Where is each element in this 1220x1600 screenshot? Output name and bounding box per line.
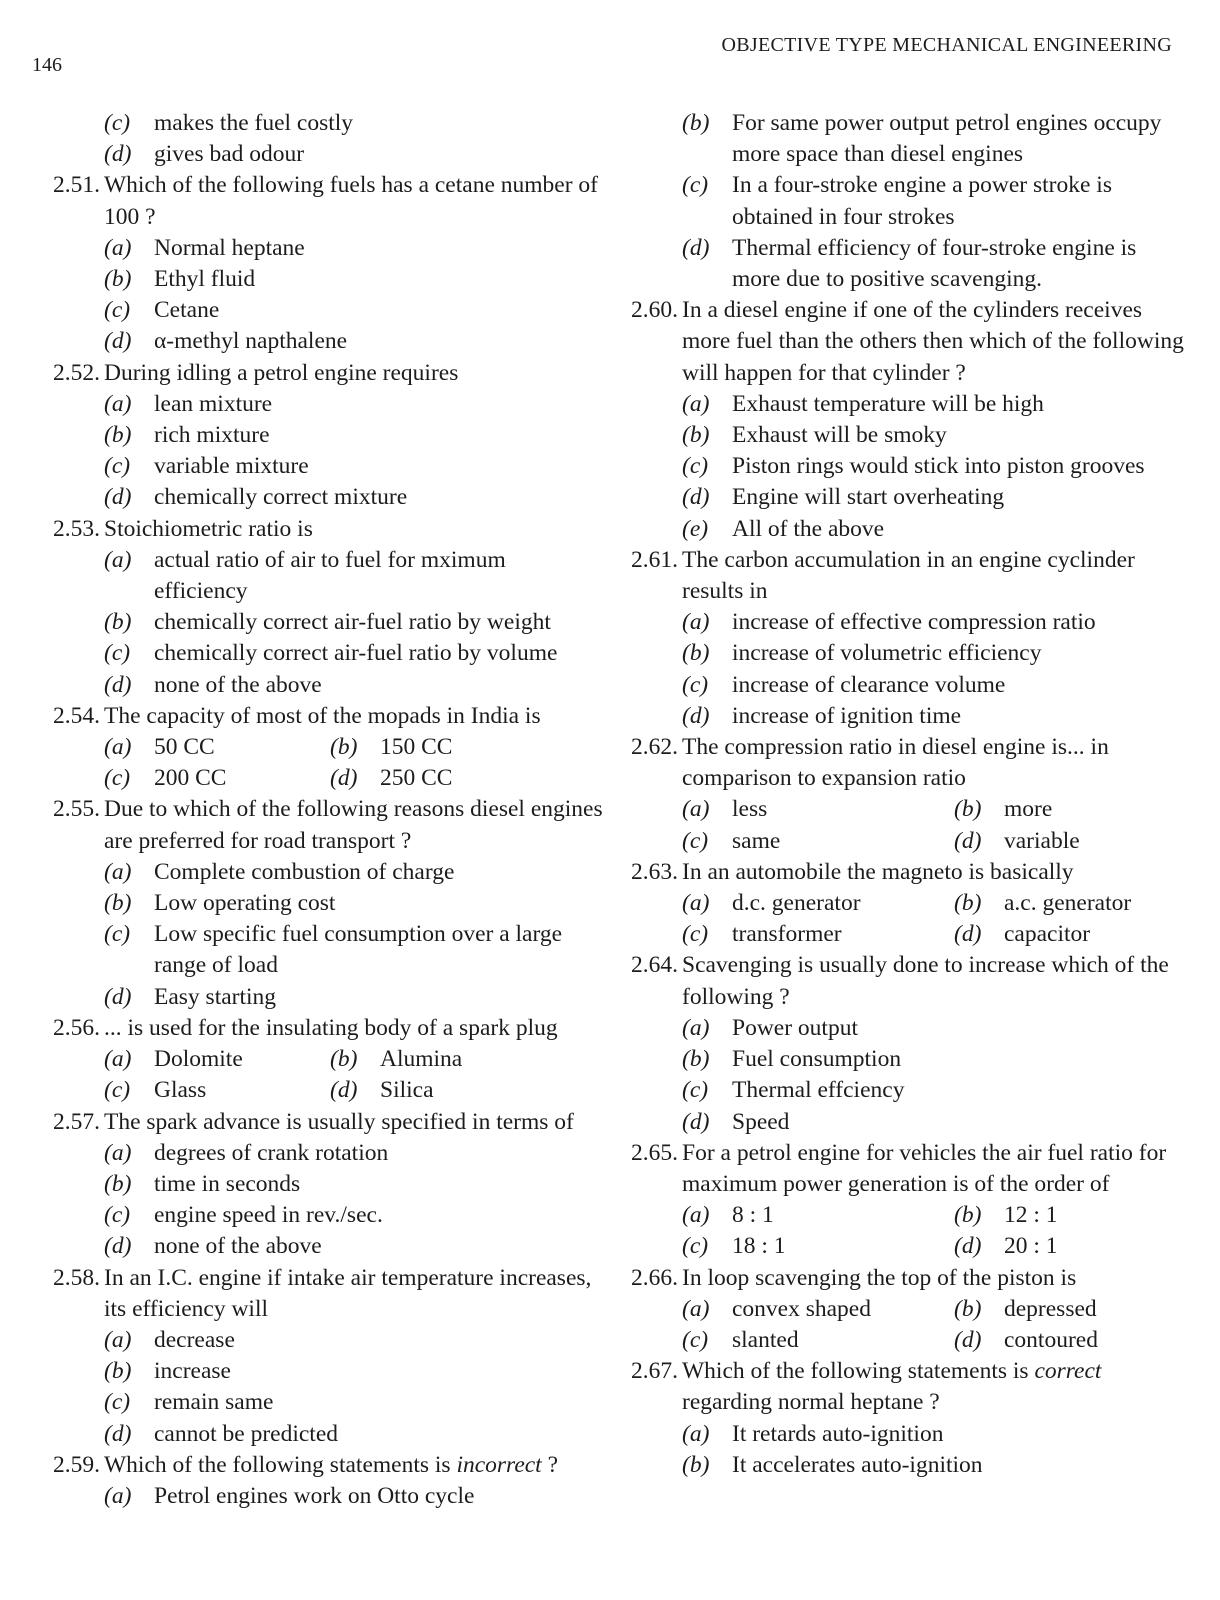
question-number: 2.64. xyxy=(631,952,678,979)
option-text: Petrol engines work on Otto cycle xyxy=(154,1482,475,1509)
question-2-60 xyxy=(618,295,1188,389)
option-row xyxy=(682,826,1188,857)
option-label: (b) xyxy=(330,734,358,761)
option-label: (d) xyxy=(104,484,132,511)
option-label: (a) xyxy=(682,1295,710,1322)
option xyxy=(954,826,1188,857)
option xyxy=(104,1200,605,1231)
option xyxy=(104,982,605,1013)
option xyxy=(682,108,1188,170)
option xyxy=(104,1075,330,1106)
option xyxy=(682,389,1188,420)
option-text: decrease xyxy=(154,1326,235,1353)
option xyxy=(954,1294,1188,1325)
option-label: (b) xyxy=(104,1170,132,1197)
option xyxy=(954,1231,1188,1262)
page-number: 146 xyxy=(32,54,62,76)
question-2-52 xyxy=(40,358,605,389)
option xyxy=(104,233,605,264)
option xyxy=(104,1419,605,1450)
option xyxy=(682,233,1188,295)
option-label: (d) xyxy=(330,1077,358,1104)
option-label: (c) xyxy=(682,921,709,948)
option-label: (a) xyxy=(104,1482,132,1509)
question-text: In an automobile the magneto is basically xyxy=(682,858,1074,885)
question-2-62 xyxy=(618,732,1188,794)
option xyxy=(104,389,605,420)
option-text: It retards auto-ignition xyxy=(732,1420,944,1447)
question-text-part: Which of the following statements is xyxy=(104,1451,457,1478)
option-text: 200 CC xyxy=(154,765,227,792)
option-label: (a) xyxy=(682,390,710,417)
option xyxy=(682,888,954,919)
option-label: (d) xyxy=(104,1233,132,1260)
question-2-64 xyxy=(618,950,1188,1012)
option-text: For same power output petrol engines occupy more space than diesel engines xyxy=(732,110,1162,168)
option xyxy=(682,1107,1188,1138)
question-2-54 xyxy=(40,701,605,732)
question-text: During idling a petrol engine requires xyxy=(104,359,459,386)
option xyxy=(954,1325,1188,1356)
question-2-51 xyxy=(40,170,605,232)
option-label: (d) xyxy=(330,765,358,792)
question-number: 2.67. xyxy=(631,1358,678,1385)
option xyxy=(104,1387,605,1418)
option-label: (c) xyxy=(682,827,709,854)
option-row xyxy=(682,794,1188,825)
option-label: (d) xyxy=(682,484,710,511)
option-label: (a) xyxy=(104,1046,132,1073)
option-label: (c) xyxy=(104,297,131,324)
option-text: none of the above xyxy=(154,671,322,698)
option-text: Low specific fuel consumption over a large range of load xyxy=(154,921,563,979)
question-text: In loop scavenging the top of the piston is xyxy=(682,1264,1077,1291)
option xyxy=(682,670,1188,701)
option-text: 8 : 1 xyxy=(732,1202,774,1229)
option-label: (a) xyxy=(104,1326,132,1353)
question-2-58 xyxy=(40,1263,605,1325)
option-label: (b) xyxy=(954,796,982,823)
option-text: less xyxy=(732,796,768,823)
option xyxy=(682,1231,954,1262)
right-column xyxy=(618,108,1188,1481)
question-text: The compression ratio in diesel engine is... in comparison to expansion ratio xyxy=(682,734,1109,792)
option-text: chemically correct air-fuel ratio by weight xyxy=(154,609,551,636)
option-text: In a four-stroke engine a power stroke is obtained in four strokes xyxy=(732,172,1112,230)
option-text: actual ratio of air to fuel for mximum efficiency xyxy=(154,546,506,605)
option-row xyxy=(682,1294,1188,1325)
option-label: (a) xyxy=(682,1014,710,1041)
option-text: a.c. generator xyxy=(1004,890,1132,917)
option xyxy=(104,1231,605,1262)
option xyxy=(682,826,954,857)
option-label: (b) xyxy=(104,422,132,449)
option-label: (d) xyxy=(104,328,132,355)
option xyxy=(104,1481,605,1512)
option-text: Silica xyxy=(380,1077,434,1104)
option-text: d.c. generator xyxy=(732,890,861,917)
option-label: (d) xyxy=(104,983,132,1010)
question-text-part: regarding normal heptane ? xyxy=(682,1389,940,1416)
option-text: α-methyl napthalene xyxy=(154,328,348,355)
option xyxy=(104,451,605,482)
option xyxy=(682,170,1188,232)
question-number: 2.52. xyxy=(53,359,100,386)
option xyxy=(682,1044,1188,1075)
option-text: Speed xyxy=(732,1108,790,1135)
option-row xyxy=(682,1200,1188,1231)
option-text: same xyxy=(732,827,781,854)
option-text: gives bad odour xyxy=(154,141,305,168)
option-label: (a) xyxy=(682,890,710,917)
question-number: 2.65. xyxy=(631,1139,678,1166)
question-2-57 xyxy=(40,1107,605,1138)
option xyxy=(682,1075,1188,1106)
question-text: Due to which of the following reasons diesel engines are preferred for road transport ? xyxy=(104,796,603,854)
option-row xyxy=(104,732,605,763)
option-label: (b) xyxy=(104,890,132,917)
option xyxy=(104,108,605,139)
option-label: (b) xyxy=(104,266,132,293)
question-number: 2.58. xyxy=(53,1264,100,1291)
option-text: Easy starting xyxy=(154,983,277,1010)
option xyxy=(682,1419,1188,1450)
option-text: Engine will start overheating xyxy=(732,484,1005,511)
question-number: 2.59. xyxy=(53,1451,100,1478)
option xyxy=(104,264,605,295)
option-row xyxy=(682,1231,1188,1262)
option-row xyxy=(682,888,1188,919)
option-text: makes the fuel costly xyxy=(154,110,354,136)
option-row xyxy=(104,1075,605,1106)
option-label: (a) xyxy=(104,546,132,573)
option-text: All of the above xyxy=(732,515,885,542)
option-text: chemically correct air-fuel ratio by volume xyxy=(154,640,558,667)
option-label: (a) xyxy=(682,796,710,823)
question-text: The carbon accumulation in an engine cyclinder results in xyxy=(682,546,1135,605)
option-row xyxy=(104,1044,605,1075)
left-column xyxy=(40,108,605,1512)
option-label: (d) xyxy=(954,1326,982,1353)
option-text: variable xyxy=(1004,827,1080,854)
option-text: increase of volumetric efficiency xyxy=(732,640,1042,667)
option-text: 20 : 1 xyxy=(1004,1233,1058,1260)
question-2-61 xyxy=(618,545,1188,607)
question-number: 2.66. xyxy=(631,1264,678,1291)
option-text: cannot be predicted xyxy=(154,1420,338,1447)
option xyxy=(330,1044,605,1075)
running-title: OBJECTIVE TYPE MECHANICAL ENGINEERING xyxy=(721,34,1172,56)
option xyxy=(104,482,605,513)
option-label: (d) xyxy=(104,1420,132,1447)
option-label: (a) xyxy=(104,390,132,417)
question-number: 2.62. xyxy=(631,734,678,761)
option-label: (a) xyxy=(104,734,132,761)
option-label: (b) xyxy=(104,1358,132,1385)
option-text: increase of ignition time xyxy=(732,702,962,729)
option xyxy=(104,545,605,607)
option xyxy=(104,420,605,451)
option-text: transformer xyxy=(732,921,842,948)
question-text xyxy=(104,1450,605,1481)
option-text: Ethyl fluid xyxy=(154,266,256,293)
option-text: time in seconds xyxy=(154,1170,301,1197)
option-label: (d) xyxy=(954,921,982,948)
option xyxy=(954,794,1188,825)
option-text: Alumina xyxy=(380,1046,463,1073)
option-text: Glass xyxy=(154,1077,207,1104)
option-text: convex shaped xyxy=(732,1295,871,1322)
option-text: increase xyxy=(154,1358,231,1385)
option-label: (b) xyxy=(682,422,710,449)
option xyxy=(954,888,1188,919)
option xyxy=(954,919,1188,950)
option-label: (c) xyxy=(682,1326,709,1353)
question-text: Stoichiometric ratio is xyxy=(104,515,313,542)
option xyxy=(104,857,605,888)
option-label: (c) xyxy=(682,172,709,199)
option xyxy=(682,451,1188,482)
option-label: (a) xyxy=(104,858,132,885)
option xyxy=(682,482,1188,513)
option-label: (c) xyxy=(104,640,131,667)
question-number: 2.57. xyxy=(53,1108,100,1135)
question-text-part: Which of the following statements is xyxy=(682,1358,1035,1385)
option-label: (d) xyxy=(682,234,710,261)
option xyxy=(682,701,1188,732)
option-text: engine speed in rev./sec. xyxy=(154,1202,383,1229)
option xyxy=(104,139,605,170)
option-label: (a) xyxy=(682,609,710,636)
option-text: Thermal efficiency of four-stroke engine is more due to positive scavenging. xyxy=(732,234,1137,293)
option-label: (d) xyxy=(682,1108,710,1135)
option-label: (d) xyxy=(954,1233,982,1260)
option-text: Exhaust will be smoky xyxy=(732,422,947,449)
option-text: 50 CC xyxy=(154,734,215,761)
question-2-66 xyxy=(618,1263,1188,1294)
option xyxy=(104,763,330,794)
question-number: 2.61. xyxy=(631,546,678,573)
question-number: 2.56. xyxy=(53,1014,100,1041)
question-2-63 xyxy=(618,857,1188,888)
option xyxy=(104,1325,605,1356)
option-text: more xyxy=(1004,796,1053,823)
option xyxy=(104,638,605,669)
option-label: (d) xyxy=(682,702,710,729)
option-text: Dolomite xyxy=(154,1046,243,1073)
option-text: degrees of crank rotation xyxy=(154,1139,389,1166)
question-2-67 xyxy=(618,1356,1188,1418)
question-number: 2.60. xyxy=(631,297,678,324)
option xyxy=(682,638,1188,669)
question-text: In an I.C. engine if intake air temperature increases, its efficiency will xyxy=(104,1264,592,1322)
question-number: 2.53. xyxy=(53,515,100,542)
option-text: Complete combustion of charge xyxy=(154,858,455,885)
option-label: (c) xyxy=(682,453,709,480)
option-label: (b) xyxy=(954,890,982,917)
option xyxy=(682,420,1188,451)
option xyxy=(682,1325,954,1356)
option-row xyxy=(682,1325,1188,1356)
option xyxy=(682,514,1188,545)
option xyxy=(104,326,605,357)
option-text: slanted xyxy=(732,1326,799,1353)
option-label: (b) xyxy=(682,1046,710,1073)
option xyxy=(330,763,605,794)
question-number: 2.63. xyxy=(631,858,678,885)
option-label: (c) xyxy=(104,765,131,792)
option-text: Normal heptane xyxy=(154,234,305,261)
option xyxy=(682,1450,1188,1481)
option-label: (c) xyxy=(682,1077,709,1104)
option-label: (d) xyxy=(104,671,132,698)
option-text: Exhaust temperature will be high xyxy=(732,390,1044,417)
option xyxy=(104,732,330,763)
option-label: (c) xyxy=(682,671,709,698)
option-label: (c) xyxy=(104,1202,131,1229)
option xyxy=(104,670,605,701)
option-label: (d) xyxy=(954,827,982,854)
option-label: (b) xyxy=(682,110,710,136)
option-text: Cetane xyxy=(154,297,220,324)
question-2-53 xyxy=(40,514,605,545)
option-label: (c) xyxy=(104,453,131,480)
option xyxy=(104,919,605,981)
question-2-56 xyxy=(40,1013,605,1044)
option-label: (c) xyxy=(104,921,131,948)
option-text: Fuel consumption xyxy=(732,1046,902,1073)
option xyxy=(954,1200,1188,1231)
option xyxy=(682,607,1188,638)
question-text: Which of the following fuels has a cetane number of 100 ? xyxy=(104,172,598,230)
option-label: (e) xyxy=(682,515,709,542)
option-text: It accelerates auto-ignition xyxy=(732,1451,983,1478)
option-row xyxy=(104,763,605,794)
option xyxy=(104,888,605,919)
option-text: Piston rings would stick into piston grooves xyxy=(732,453,1145,480)
option-text: rich mixture xyxy=(154,422,270,449)
option-text: variable mixture xyxy=(154,453,309,480)
option-label: (b) xyxy=(682,1451,710,1478)
option-text: capacitor xyxy=(1004,921,1091,948)
option xyxy=(104,1169,605,1200)
option xyxy=(682,794,954,825)
option-text: increase of effective compression ratio xyxy=(732,609,1096,636)
option-label: (b) xyxy=(954,1295,982,1322)
question-emphasis: incorrect xyxy=(456,1451,542,1478)
question-text: For a petrol engine for vehicles the air fuel ratio for maximum power generation is of the order of xyxy=(682,1139,1167,1197)
question-2-59 xyxy=(40,1450,605,1481)
option-text: 150 CC xyxy=(380,734,453,761)
option xyxy=(330,732,605,763)
option xyxy=(104,1356,605,1387)
option-label: (b) xyxy=(104,609,132,636)
option-label: (c) xyxy=(104,1389,131,1416)
question-text: ... is used for the insulating body of a spark plug xyxy=(104,1014,558,1041)
option-label: (c) xyxy=(682,1233,709,1260)
option xyxy=(104,1044,330,1075)
question-number: 2.55. xyxy=(53,796,100,823)
option xyxy=(104,607,605,638)
option-label: (a) xyxy=(682,1420,710,1447)
option-row xyxy=(682,919,1188,950)
option-label: (a) xyxy=(682,1202,710,1229)
option-label: (a) xyxy=(104,234,132,261)
question-text: In a diesel engine if one of the cylinders receives more fuel than the others then which of the following will happen for that cylinder ? xyxy=(682,297,1184,386)
question-2-55 xyxy=(40,794,605,856)
question-emphasis: correct xyxy=(1034,1358,1102,1385)
question-number: 2.54. xyxy=(53,702,100,729)
option-label: (b) xyxy=(330,1046,358,1073)
option-text: increase of clearance volume xyxy=(732,671,1006,698)
option-text: lean mixture xyxy=(154,390,273,417)
option xyxy=(682,1200,954,1231)
question-text: The capacity of most of the mopads in India is xyxy=(104,702,541,729)
option-text: 250 CC xyxy=(380,765,453,792)
option-text: Thermal effciency xyxy=(732,1077,905,1104)
option xyxy=(330,1075,605,1106)
option-label: (c) xyxy=(104,1077,131,1104)
question-2-65 xyxy=(618,1138,1188,1200)
option-label: (b) xyxy=(682,640,710,667)
option-label: (d) xyxy=(104,141,132,168)
option-text: chemically correct mixture xyxy=(154,484,408,511)
option-text: depressed xyxy=(1004,1295,1097,1322)
option-text: Power output xyxy=(732,1014,858,1041)
option-label: (c) xyxy=(104,110,131,136)
question-text-part: ? xyxy=(541,1451,559,1478)
option xyxy=(682,919,954,950)
option-text: 18 : 1 xyxy=(732,1233,786,1260)
question-text: The spark advance is usually specified in terms of xyxy=(104,1108,574,1135)
option-text: Low operating cost xyxy=(154,890,336,917)
option-text: contoured xyxy=(1004,1326,1098,1353)
option-text: 12 : 1 xyxy=(1004,1202,1058,1229)
question-text: Scavenging is usually done to increase which of the following ? xyxy=(682,952,1169,1010)
option xyxy=(682,1013,1188,1044)
option xyxy=(104,1138,605,1169)
option-label: (b) xyxy=(954,1202,982,1229)
question-number: 2.51. xyxy=(53,172,100,199)
option xyxy=(104,295,605,326)
option xyxy=(682,1294,954,1325)
option-label: (a) xyxy=(104,1139,132,1166)
question-text xyxy=(682,1356,1188,1418)
option-text: none of the above xyxy=(154,1233,322,1260)
option-text: remain same xyxy=(154,1389,274,1416)
